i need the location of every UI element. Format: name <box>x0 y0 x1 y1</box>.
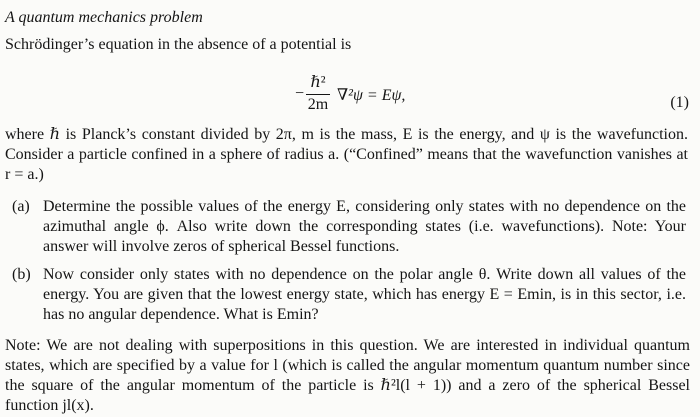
closing-note: Note: We are not dealing with superpositions in this question. We are interested in individual quantum states, which are specified by a value for l (which is called the angular momentum quantum number since the square of the angular momentum of the particle is ℏ²l(l + 1)) and a zero of the spherical Bessel function jl(x). <box>5 337 690 414</box>
equation-minus-sign: − <box>295 85 305 102</box>
fraction-denominator: 2m <box>307 96 329 113</box>
schrodinger-equation <box>295 72 445 122</box>
equation-number: (1) <box>670 94 689 111</box>
fraction-numerator: ℏ² <box>310 74 326 91</box>
problem-title: A quantum mechanics problem <box>5 9 203 26</box>
equation-right-side: ∇²ψ = Eψ, <box>337 87 406 104</box>
question-a-text: Determine the possible values of the energy E, considering only states with no dependence on the azimuthal angle ϕ. Also write down the corresponding states (i.e. wavefunctions). Note: Your answer will involve zeros of spherical Bessel functions. <box>43 198 686 255</box>
question-b-text: Now consider only states with no dependence on the polar angle θ. Write down all values of the energy. You are given that the lowest energy state, which has energy E = Emin, is in this sector, i.e. has no angular dependence. What is Emin? <box>43 266 686 323</box>
question-b <box>12 265 686 325</box>
equation-fraction <box>305 72 331 115</box>
question-a <box>12 197 686 257</box>
question-b-label: (b) <box>12 266 31 283</box>
question-a-label: (a) <box>12 198 30 215</box>
intro-text: Schrödinger’s equation in the absence of a potential is <box>5 36 352 53</box>
context-paragraph: where ℏ is Planck’s constant divided by 2π, m is the mass, E is the energy, and ψ is the wavefunction. Consider a particle confined in a sphere of radius a. (“Confined” means that the wavefunction vanishes at r = a.) <box>5 126 688 183</box>
